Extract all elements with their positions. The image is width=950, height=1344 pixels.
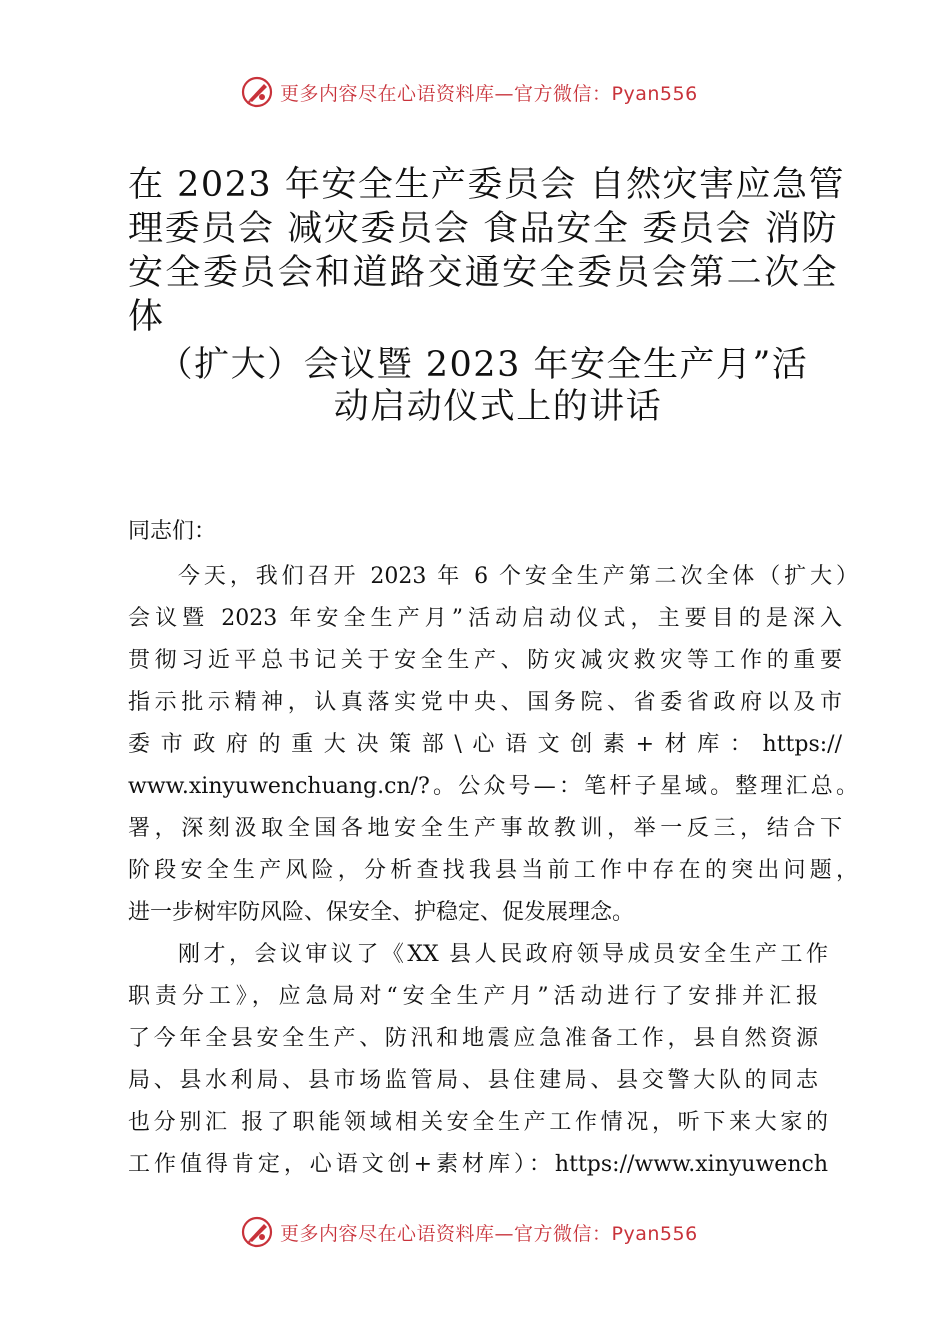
body-line: 了今年全县安全生产、防汛和地震应急准备工作，县自然资源 — [128, 1026, 818, 1051]
body-line: 局、县水利局、县市场监管局、县住建局、县交警大队的同志 — [128, 1068, 818, 1093]
title-line: 理委员会 减灾委员会 食品安全 委员会 消防 — [128, 209, 838, 249]
pen-logo-icon — [240, 75, 274, 109]
header-banner-text: 更多内容尽在心语资料库—官方微信：Pyan556 — [280, 82, 698, 105]
body-line: 今天，我们召开 2023 年 6 个安全生产第二次全体（扩大） — [178, 564, 858, 589]
body-line: www.xinyuwenchuang.cn/?。公众号—：笔杆子星域。整理汇总。 — [128, 774, 858, 799]
salutation: 同志们： — [128, 519, 217, 544]
body-line: 委市政府的重大决策部\心语文创素+材库：https:// — [128, 732, 842, 757]
body-line: 署，深刻汲取全国各地安全生产事故教训，举一反三，结合下 — [128, 816, 842, 841]
body-line: 刚才，会议审议了《XX 县人民政府领导成员安全生产工作 — [178, 942, 828, 967]
body-line: 贯彻习近平总书记关于安全生产、防灾减灾救灾等工作的重要 — [128, 648, 842, 673]
title-line: 安全委员会和道路交通安全委员会第二次全 — [128, 253, 838, 293]
body-line: 进一步树牢防风险、保安全、护稳定、促发展理念。 — [128, 900, 635, 925]
body-line: 阶段安全生产风险，分析查找我县当前工作中存在的突出问题， — [128, 858, 858, 883]
header-banner — [240, 74, 740, 110]
footer-banner-text: 更多内容尽在心语资料库—官方微信：Pyan556 — [280, 1222, 698, 1245]
title-line: （扩大）会议暨 2023 年安全生产月”活 — [157, 345, 809, 385]
pen-logo-icon — [240, 1215, 274, 1249]
title-line: 体 — [128, 297, 165, 337]
title-line: 动启动仪式上的讲话 — [333, 387, 663, 427]
footer-banner — [240, 1214, 740, 1250]
body-line: 指示批示精神，认真落实党中央、国务院、省委省政府以及市 — [128, 690, 842, 715]
body-line: 工作值得肯定，心语文创+素材库）：https://www.xinyuwench — [128, 1152, 828, 1177]
body-line: 会议暨 2023 年安全生产月”活动启动仪式，主要目的是深入 — [128, 606, 842, 631]
body-line: 也分别汇 报了职能领域相关安全生产工作情况，听下来大家的 — [128, 1110, 828, 1135]
title-line: 在 2023 年安全生产委员会 自然灾害应急管 — [128, 165, 845, 205]
document-title — [128, 163, 845, 427]
body-line: 职责分工》，应急局对“安全生产月”活动进行了安排并汇报 — [128, 984, 818, 1009]
